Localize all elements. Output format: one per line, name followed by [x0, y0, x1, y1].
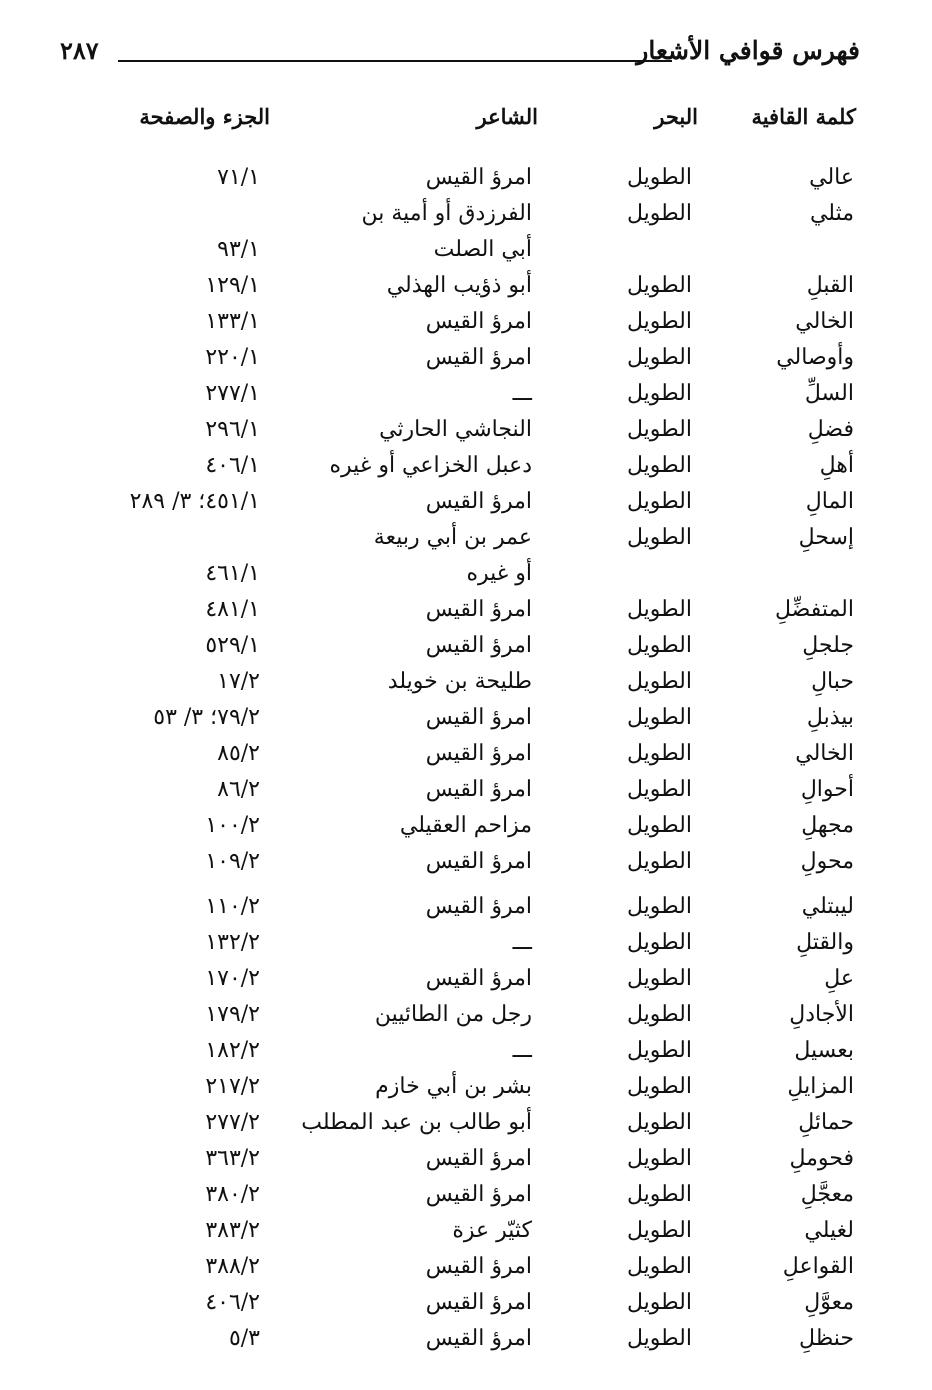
poet-cell: الفرزدق أو أمية بن: [361, 201, 532, 226]
rhyme-word-cell: معجَّلِ: [800, 1182, 854, 1207]
table-row: [0, 448, 932, 484]
poet-cell: امرؤ القيس: [425, 309, 532, 334]
meter-cell: الطويل: [626, 525, 692, 550]
table-row: [0, 997, 932, 1033]
table-row: [0, 1105, 932, 1141]
meter-cell: الطويل: [626, 741, 692, 766]
meter-cell: الطويل: [626, 273, 692, 298]
meter-cell: الطويل: [626, 1254, 692, 1279]
poet-cell: امرؤ القيس: [425, 1290, 532, 1315]
table-row: [0, 736, 932, 772]
volume-page-cell: ١٣٣/١: [205, 309, 260, 334]
volume-page-cell: ٢٩٦/١: [205, 417, 260, 442]
rhyme-word-cell: المزايلِ: [787, 1074, 854, 1099]
volume-page-cell: ٧١/١: [217, 165, 260, 190]
rhyme-word-cell: المالِ: [805, 489, 854, 514]
meter-cell: الطويل: [626, 705, 692, 730]
meter-cell: الطويل: [626, 345, 692, 370]
meter-cell: الطويل: [626, 489, 692, 514]
volume-page-cell: ٥/٣: [228, 1326, 260, 1351]
table-row: [0, 268, 932, 304]
table-row: [0, 628, 932, 664]
header-rule: [118, 60, 672, 62]
volume-page-cell: ١٠٠/٢: [205, 813, 260, 838]
page-number: ٢٨٧: [60, 36, 99, 65]
poet-cell: امرؤ القيس: [425, 633, 532, 658]
poet-cell: أبي الصلت: [433, 237, 532, 262]
column-header-poet: الشاعر: [476, 104, 538, 129]
rhyme-word-cell: حبالِ: [811, 669, 854, 694]
rhyme-word-cell: ليبتلي: [801, 894, 854, 919]
volume-page-cell: ١٧٩/٢: [205, 1002, 260, 1027]
volume-page-cell: ٩٣/١: [217, 237, 260, 262]
rhyme-word-cell: وأوصالي: [776, 345, 854, 370]
meter-cell: الطويل: [626, 201, 692, 226]
volume-page-cell: ٥٢٩/١: [205, 633, 260, 658]
rhyme-word-cell: بعسيل: [794, 1038, 854, 1063]
table-row: [0, 1321, 932, 1357]
meter-cell: الطويل: [626, 417, 692, 442]
table-row: [0, 232, 932, 268]
rhyme-word-cell: الأجادلِ: [789, 1002, 854, 1027]
table-row: [0, 1213, 932, 1249]
volume-page-cell: ٤٨١/١: [205, 597, 260, 622]
poet-cell: مزاحم العقيلي: [399, 813, 532, 838]
rhyme-word-cell: المتفضِّلِ: [774, 597, 854, 622]
table-row: [0, 160, 932, 196]
page-title: فهرس قوافي الأشعار: [636, 36, 860, 65]
table-row: [0, 889, 932, 925]
table-row: [0, 1249, 932, 1285]
poet-cell: رجل من الطائيين: [374, 1002, 532, 1027]
rhyme-word-cell: أهلِ: [819, 453, 854, 478]
volume-page-cell: ٢١٧/٢: [205, 1074, 260, 1099]
poet-cell: امرؤ القيس: [425, 1182, 532, 1207]
poet-cell: النجاشي الحارثي: [379, 417, 532, 442]
rhyme-word-cell: جلجلِ: [802, 633, 854, 658]
rhyme-word-cell: مثلي: [809, 201, 854, 226]
table-row: [0, 1033, 932, 1069]
poet-cell: امرؤ القيس: [425, 966, 532, 991]
table-row: [0, 961, 932, 997]
poet-cell: امرؤ القيس: [425, 1146, 532, 1171]
meter-cell: الطويل: [626, 1218, 692, 1243]
rhyme-word-cell: الخالي: [795, 309, 854, 334]
table-row: [0, 844, 932, 889]
volume-page-cell: ٣٨٨/٢: [205, 1254, 260, 1279]
rhyme-word-cell: القبلِ: [806, 273, 854, 298]
volume-page-cell: ٨٦/٢: [217, 777, 260, 802]
meter-cell: الطويل: [626, 966, 692, 991]
meter-cell: الطويل: [626, 165, 692, 190]
rhyme-word-cell: أحوالِ: [800, 777, 854, 802]
poet-cell: عمر بن أبي ربيعة: [373, 525, 532, 550]
rhyme-word-cell: بيذبلِ: [806, 705, 854, 730]
poet-cell: بشر بن أبي خازم: [375, 1074, 532, 1099]
table-row: [0, 1177, 932, 1213]
meter-cell: الطويل: [626, 1002, 692, 1027]
meter-cell: الطويل: [626, 1110, 692, 1135]
table-row: [0, 520, 932, 556]
table-row: [0, 808, 932, 844]
rhyme-word-cell: محولِ: [800, 849, 854, 874]
rhyme-word-cell: حمائلِ: [798, 1110, 854, 1135]
volume-page-cell: ١٣٢/٢: [205, 930, 260, 955]
table-row: [0, 1141, 932, 1177]
volume-page-cell: ٣٨٠/٢: [205, 1182, 260, 1207]
meter-cell: الطويل: [626, 849, 692, 874]
meter-cell: الطويل: [626, 633, 692, 658]
poet-cell: ـــ: [512, 930, 532, 955]
meter-cell: الطويل: [626, 1326, 692, 1351]
poet-cell: أو غيره: [466, 561, 532, 586]
table-row: [0, 340, 932, 376]
rhyme-word-cell: القواعلِ: [782, 1254, 854, 1279]
rhyme-word-cell: عالي: [809, 165, 854, 190]
rhyme-word-cell: لغيلي: [804, 1218, 854, 1243]
rhyme-word-cell: والقتلِ: [796, 930, 854, 955]
volume-page-cell: ١٧٠/٢: [205, 966, 260, 991]
meter-cell: الطويل: [626, 777, 692, 802]
table-row: [0, 1285, 932, 1321]
meter-cell: الطويل: [626, 930, 692, 955]
volume-page-cell: ١٢٩/١: [205, 273, 260, 298]
poet-cell: أبو ذؤيب الهذلي: [386, 273, 532, 298]
table-row: [0, 592, 932, 628]
meter-cell: الطويل: [626, 1290, 692, 1315]
column-header-rhyme-word: كلمة القافية: [751, 104, 856, 129]
table-row: [0, 412, 932, 448]
rhyme-word-cell: مجهلِ: [801, 813, 854, 838]
table-row: [0, 664, 932, 700]
poet-cell: امرؤ القيس: [425, 597, 532, 622]
poet-cell: امرؤ القيس: [425, 1326, 532, 1351]
volume-page-cell: ٤٥١/١؛ ٣/ ٢٨٩: [129, 489, 260, 514]
meter-cell: الطويل: [626, 669, 692, 694]
meter-cell: الطويل: [626, 1038, 692, 1063]
volume-page-cell: ٣٨٣/٢: [205, 1218, 260, 1243]
poet-cell: امرؤ القيس: [425, 489, 532, 514]
volume-page-cell: ٤٠٦/٢: [205, 1290, 260, 1315]
volume-page-cell: ٢٢٠/١: [205, 345, 260, 370]
meter-cell: الطويل: [626, 1182, 692, 1207]
rhyme-word-cell: معوَّلِ: [804, 1290, 854, 1315]
table-row: [0, 196, 932, 232]
rhyme-word-cell: علِ: [824, 966, 854, 991]
volume-page-cell: ٤٠٦/١: [205, 453, 260, 478]
rhyme-word-cell: فضلِ: [807, 417, 854, 442]
poet-cell: امرؤ القيس: [425, 1254, 532, 1279]
rhyme-word-cell: السلِّ: [804, 381, 854, 406]
poet-cell: امرؤ القيس: [425, 345, 532, 370]
poet-cell: كثيّر عزة: [452, 1218, 532, 1243]
poet-cell: امرؤ القيس: [425, 165, 532, 190]
poet-cell: ـــ: [512, 1038, 532, 1063]
table-row: [0, 1069, 932, 1105]
volume-page-cell: ٢٧٧/٢: [205, 1110, 260, 1135]
volume-page-cell: ٤٦١/١: [205, 561, 260, 586]
poet-cell: امرؤ القيس: [425, 894, 532, 919]
meter-cell: الطويل: [626, 1146, 692, 1171]
volume-page-cell: ٢٧٧/١: [205, 381, 260, 406]
volume-page-cell: ٨٥/٢: [217, 741, 260, 766]
volume-page-cell: ٧٩/٢؛ ٣/ ٥٣: [153, 705, 260, 730]
meter-cell: الطويل: [626, 309, 692, 334]
rhyme-word-cell: الخالي: [795, 741, 854, 766]
table-row: [0, 700, 932, 736]
table-row: [0, 304, 932, 340]
volume-page-cell: ١١٠/٢: [205, 894, 260, 919]
volume-page-cell: ١٠٩/٢: [205, 849, 260, 874]
rhyme-word-cell: إسحلِ: [798, 525, 854, 550]
volume-page-cell: ٣٦٣/٢: [205, 1146, 260, 1171]
poet-cell: امرؤ القيس: [425, 777, 532, 802]
meter-cell: الطويل: [626, 453, 692, 478]
poet-cell: امرؤ القيس: [425, 705, 532, 730]
poet-cell: أبو طالب بن عبد المطلب: [301, 1110, 532, 1135]
poet-cell: امرؤ القيس: [425, 741, 532, 766]
table-row: [0, 556, 932, 592]
meter-cell: الطويل: [626, 813, 692, 838]
column-header-meter: البحر: [654, 104, 698, 129]
rhyme-word-cell: فحوملِ: [789, 1146, 854, 1171]
table-row: [0, 376, 932, 412]
meter-cell: الطويل: [626, 1074, 692, 1099]
poet-cell: دعبل الخزاعي أو غيره: [329, 453, 532, 478]
meter-cell: الطويل: [626, 597, 692, 622]
rhyme-word-cell: حنظلِ: [799, 1326, 854, 1351]
poet-cell: طليحة بن خويلد: [387, 669, 532, 694]
page-header: [60, 36, 860, 76]
poet-cell: امرؤ القيس: [425, 849, 532, 874]
poet-cell: ـــ: [512, 381, 532, 406]
volume-page-cell: ١٧/٢: [217, 669, 260, 694]
table-row: [0, 484, 932, 520]
meter-cell: الطويل: [626, 894, 692, 919]
table-row: [0, 772, 932, 808]
table-row: [0, 925, 932, 961]
meter-cell: الطويل: [626, 381, 692, 406]
index-table: [0, 160, 932, 1357]
volume-page-cell: ١٨٢/٢: [205, 1038, 260, 1063]
column-header-volume-page: الجزء والصفحة: [139, 104, 270, 129]
